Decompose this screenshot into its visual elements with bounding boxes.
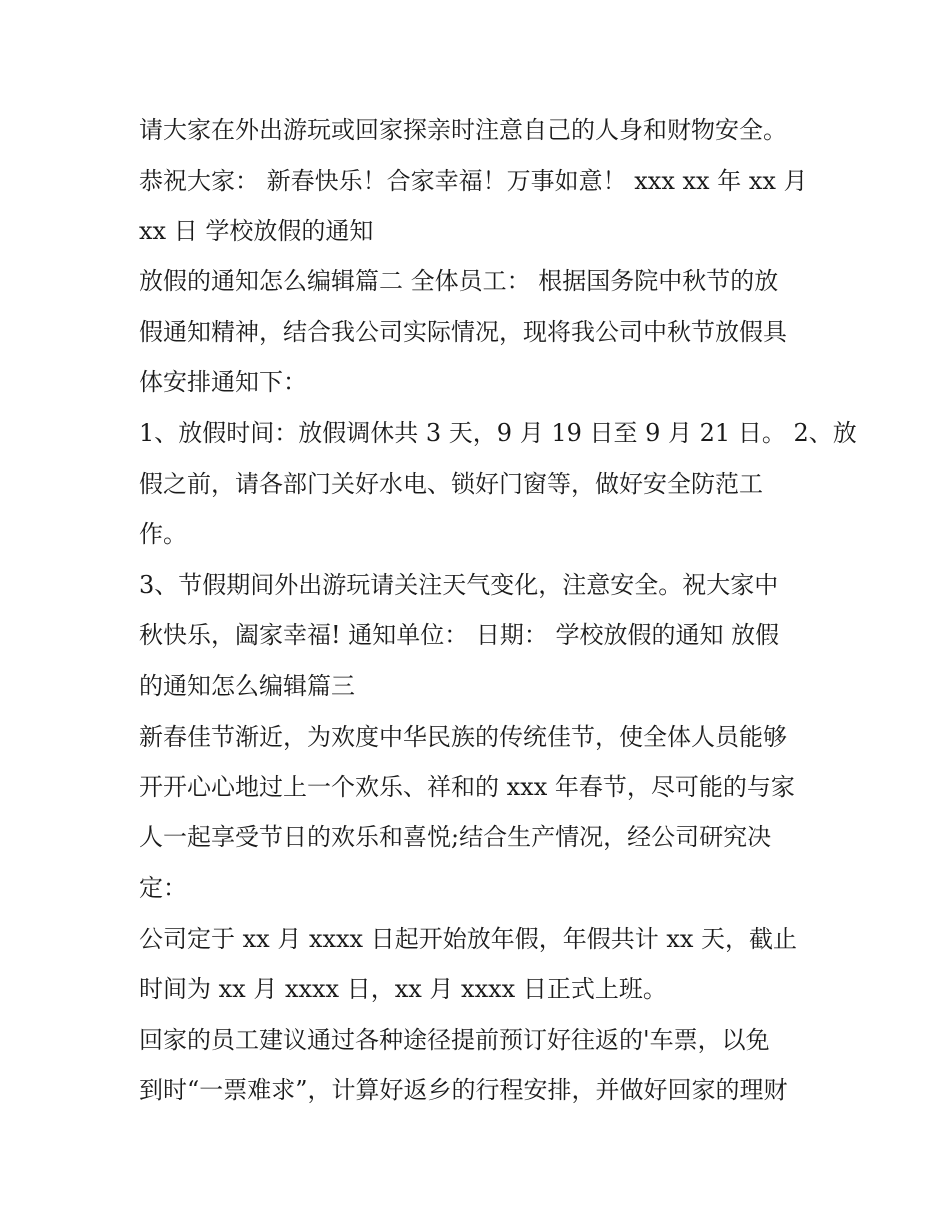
text-line: 恭祝大家： 新春快乐！合家幸福！万事如意！ xxx xx 年 xx 月 xyxy=(139,167,808,195)
text-line: 回家的员工建议通过各种途径提前预订好往返的'车票，以免 xyxy=(139,1026,770,1054)
text-line: 人一起享受节日的欢乐和喜悦;结合生产情况，经公司研究决 xyxy=(139,823,772,851)
text-line: 放假的通知怎么编辑篇二 全体员工： 根据国务院中秋节的放 xyxy=(139,267,779,295)
text-line: 体安排通知下： xyxy=(139,368,307,396)
text-line: xx 日 学校放假的通知 xyxy=(139,217,374,245)
text-line: 定： xyxy=(139,874,187,902)
text-line: 到时“一票难求”，计算好返乡的行程安排，并做好回家的理财 xyxy=(139,1076,788,1104)
text-line: 假之前，请各部门关好水电、锁好门窗等，做好安全防范工 xyxy=(139,470,763,498)
text-line: 假通知精神，结合我公司实际情况，现将我公司中秋节放假具 xyxy=(139,318,787,346)
text-line: 的通知怎么编辑篇三 xyxy=(139,672,355,700)
text-line: 秋快乐，阖家幸福! 通知单位： 日期： 学校放假的通知 放假 xyxy=(139,621,780,649)
text-line: 时间为 xx 月 xxxx 日，xx 月 xxxx 日正式上班。 xyxy=(139,975,667,1003)
text-line: 1、放假时间：放假调休共 3 天，9 月 19 日至 9 月 21 日。 2、放 xyxy=(139,419,857,447)
text-line: 3、节假期间外出游玩请关注天气变化，注意安全。祝大家中 xyxy=(139,571,779,599)
text-line: 开开心心地过上一个欢乐、祥和的 xxx 年春节，尽可能的与家 xyxy=(139,773,795,801)
text-line: 作。 xyxy=(139,520,187,548)
text-line: 公司定于 xx 月 xxxx 日起开始放年假，年假共计 xx 天，截止 xyxy=(139,925,798,953)
text-line: 请大家在外出游玩或回家探亲时注意自己的人身和财物安全。 xyxy=(139,116,787,144)
text-line: 新春佳节渐近，为欢度中华民族的传统佳节，使全体人员能够 xyxy=(139,723,787,751)
